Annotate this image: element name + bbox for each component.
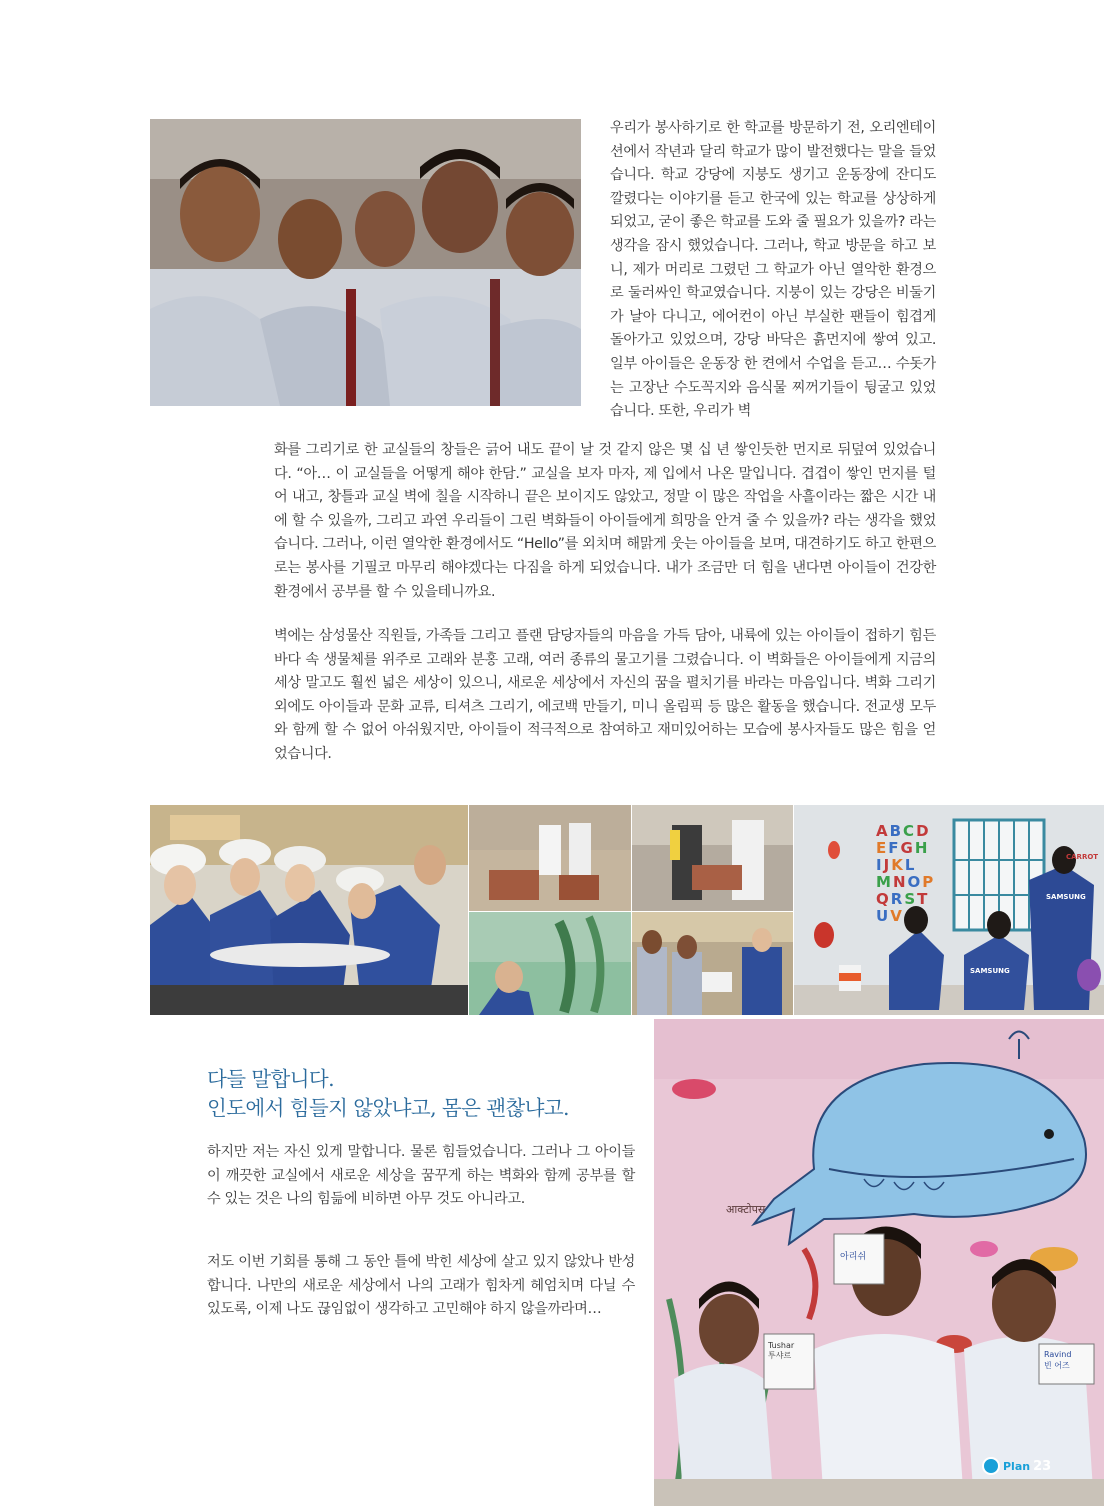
plan-logo-icon — [982, 1457, 1000, 1475]
wall-letter: O — [907, 873, 923, 891]
wall-letter: L — [904, 856, 917, 874]
closing-paragraph-1: 하지만 저는 자신 있게 말합니다. 물론 힘들었습니다. 그러나 그 아이들이 깨끗한 교실에서 새로운 세상을 꿈꾸게 하는 벽화와 함께 공부를 할 수 있는 것은 나의 힘듦에 비하면 아무 것도 아니라고. — [207, 1144, 635, 1208]
photo-volunteers-hands — [150, 805, 468, 1015]
wall-letter: Q — [876, 890, 891, 908]
wall-carrot-label: CARROT — [1066, 853, 1099, 861]
wall-letter: E — [876, 839, 889, 857]
intro-paragraph: 우리가 봉사하기로 한 학교를 방문하기 전, 오리엔테이션에서 작년과 달리 학교가 많이 발전했다는 말을 들었습니다. 학교 강당에 지붕도 생기고 운동장에 잔디도 깔렸다는 이야기를 듣고 한국에 있는 학교를 상상하게 되었고, 굳이 좋은 학교를 도와 줄 필요가 있을까? 라는 생각을 잠시 했었습니다. 그러나, 학교 방문을 하고 보니, 제가 머리로 그렸던 그 학교가 아닌 열악한 환경으로 둘러싸인 학교였습니다. 지붕이 있는 강당은 비둘기가 날아 다니고, 에어컨이 아닌 부실한 팬들이 힘겹게 돌아가고 있었으며, 강당 바닥은 흙먼지에 쌓여 있고. 일부 아이들은 운동장 한 켠에서 수업을 듣고… 수돗가는 고장난 수도꼭지와 음식물 찌꺼기들이 뒹굴고 있었습니다. 또한, 우리가 벽 — [610, 120, 936, 420]
wall-letter: G — [900, 839, 915, 857]
wall-letter: R — [890, 890, 905, 908]
page-number: 23 — [1033, 1458, 1052, 1474]
wall-letter: B — [889, 822, 904, 840]
wall-letter: T — [917, 890, 930, 908]
photo-alphabet-wall — [794, 805, 1104, 1015]
closing-heading-line2: 인도에서 힘들지 않았냐고, 몸은 괜찮냐고. — [207, 1096, 569, 1120]
wall-letter: I — [876, 856, 884, 874]
closing-heading — [207, 1065, 647, 1123]
photo-students-tshirts — [632, 912, 793, 1015]
name-card-text: 아리쉬 — [840, 1252, 867, 1262]
wall-letter: V — [890, 907, 904, 925]
name-card-text: Ravind 빈 어즈 — [1044, 1350, 1072, 1370]
vest-samsung-label: SAMSUNG — [970, 967, 1010, 975]
photo-whale-mural-boys — [654, 1019, 1104, 1506]
wall-letter: N — [892, 873, 908, 891]
wall-letter: H — [914, 839, 930, 857]
name-card-text: Tushar 투샤르 — [768, 1341, 795, 1360]
second-paragraph: 벽에는 삼성물산 직원들, 가족들 그리고 플랜 담당자들의 마음을 가득 담아, 내륙에 있는 아이들이 접하기 힘든 바다 속 생물체를 위주로 고래와 분홍 고래, 여러 종류의 물고기를 그렸습니다. 이 벽화들은 아이들에게 지금의 세상 말고도 훨씬 넓은 세상이 있으니, 새로운 세상에서 자신의 꿈을 펼치기를 바라는 마음입니다. 벽화 그리기 외에도 아이들과 문화 교류, 티셔츠 그리기, 에코백 만들기, 미니 올림픽 등 많은 활동을 했습니다. 전교생 모두와 함께 할 수 없어 아쉬웠지만, 아이들이 적극적으로 참여하고 재미있어하는 모습에 봉사자들도 많은 힘을 얻었습니다. — [274, 628, 936, 762]
wall-letter: P — [922, 873, 936, 891]
closing-heading-line1: 다들 말합니다. — [207, 1067, 335, 1091]
wall-letter: F — [888, 839, 901, 857]
wall-letter: A — [876, 822, 890, 840]
vest-samsung-label: SAMSUNG — [1046, 893, 1086, 901]
mural-label: आक्टोपस — [726, 1203, 766, 1216]
photo-school-girls — [150, 119, 581, 406]
wall-letter: U — [876, 907, 891, 925]
wall-letter: D — [916, 822, 931, 840]
wall-letter: M — [876, 873, 893, 891]
plan-brand: Plan — [1003, 1459, 1031, 1473]
wall-letter: K — [891, 856, 905, 874]
photo-bricks — [469, 805, 631, 911]
closing-paragraph-2: 저도 이번 기회를 통해 그 동안 틀에 박힌 세상에 살고 있지 않았나 반성합니다. 나만의 새로운 세상에서 나의 고래가 힘차게 헤엄치며 다닐 수 있도록, 이제 나도 끊임없이 생각하고 고민해야 하지 않을까라며… — [207, 1254, 635, 1318]
photo-carrying-bricks — [632, 805, 793, 911]
plan-logo — [982, 1457, 1051, 1475]
wall-letter: S — [904, 890, 918, 908]
photo-mural-painting — [469, 912, 631, 1015]
wall-letter-grid — [876, 823, 946, 925]
wall-letter: C — [903, 822, 917, 840]
wall-letter: J — [883, 856, 892, 874]
continued-paragraph: 화를 그리기로 한 교실들의 창들은 긁어 내도 끝이 날 것 같지 않은 몇 십 년 쌓인듯한 먼지로 뒤덮여 있었습니다. “아… 이 교실들을 어떻게 해야 한담.” 교실을 보자 마자, 제 입에서 나온 말입니다. 겹겹이 쌓인 먼지를 털어 내고, 창틀과 교실 벽에 칠을 시작하니 끝은 보이지도 않았고, 정말 이 많은 작업을 사흘이라는 짧은 시간 내에 할 수 있을까, 그리고 과연 우리들이 그린 벽화들이 아이들에게 희망을 안겨 줄 수 있을까? 라는 생각을 했었습니다. 그러나, 이런 열악한 환경에서도 “Hello”를 외치며 해맑게 웃는 아이들을 보며, 대견하기도 하고 한편으로는 봉사를 기필코 마무리 해야겠다는 다짐을 하게 되었습니다. 내가 조금만 더 힘을 낸다면 아이들이 건강한 환경에서 공부를 할 수 있을테니까요. — [274, 442, 936, 600]
